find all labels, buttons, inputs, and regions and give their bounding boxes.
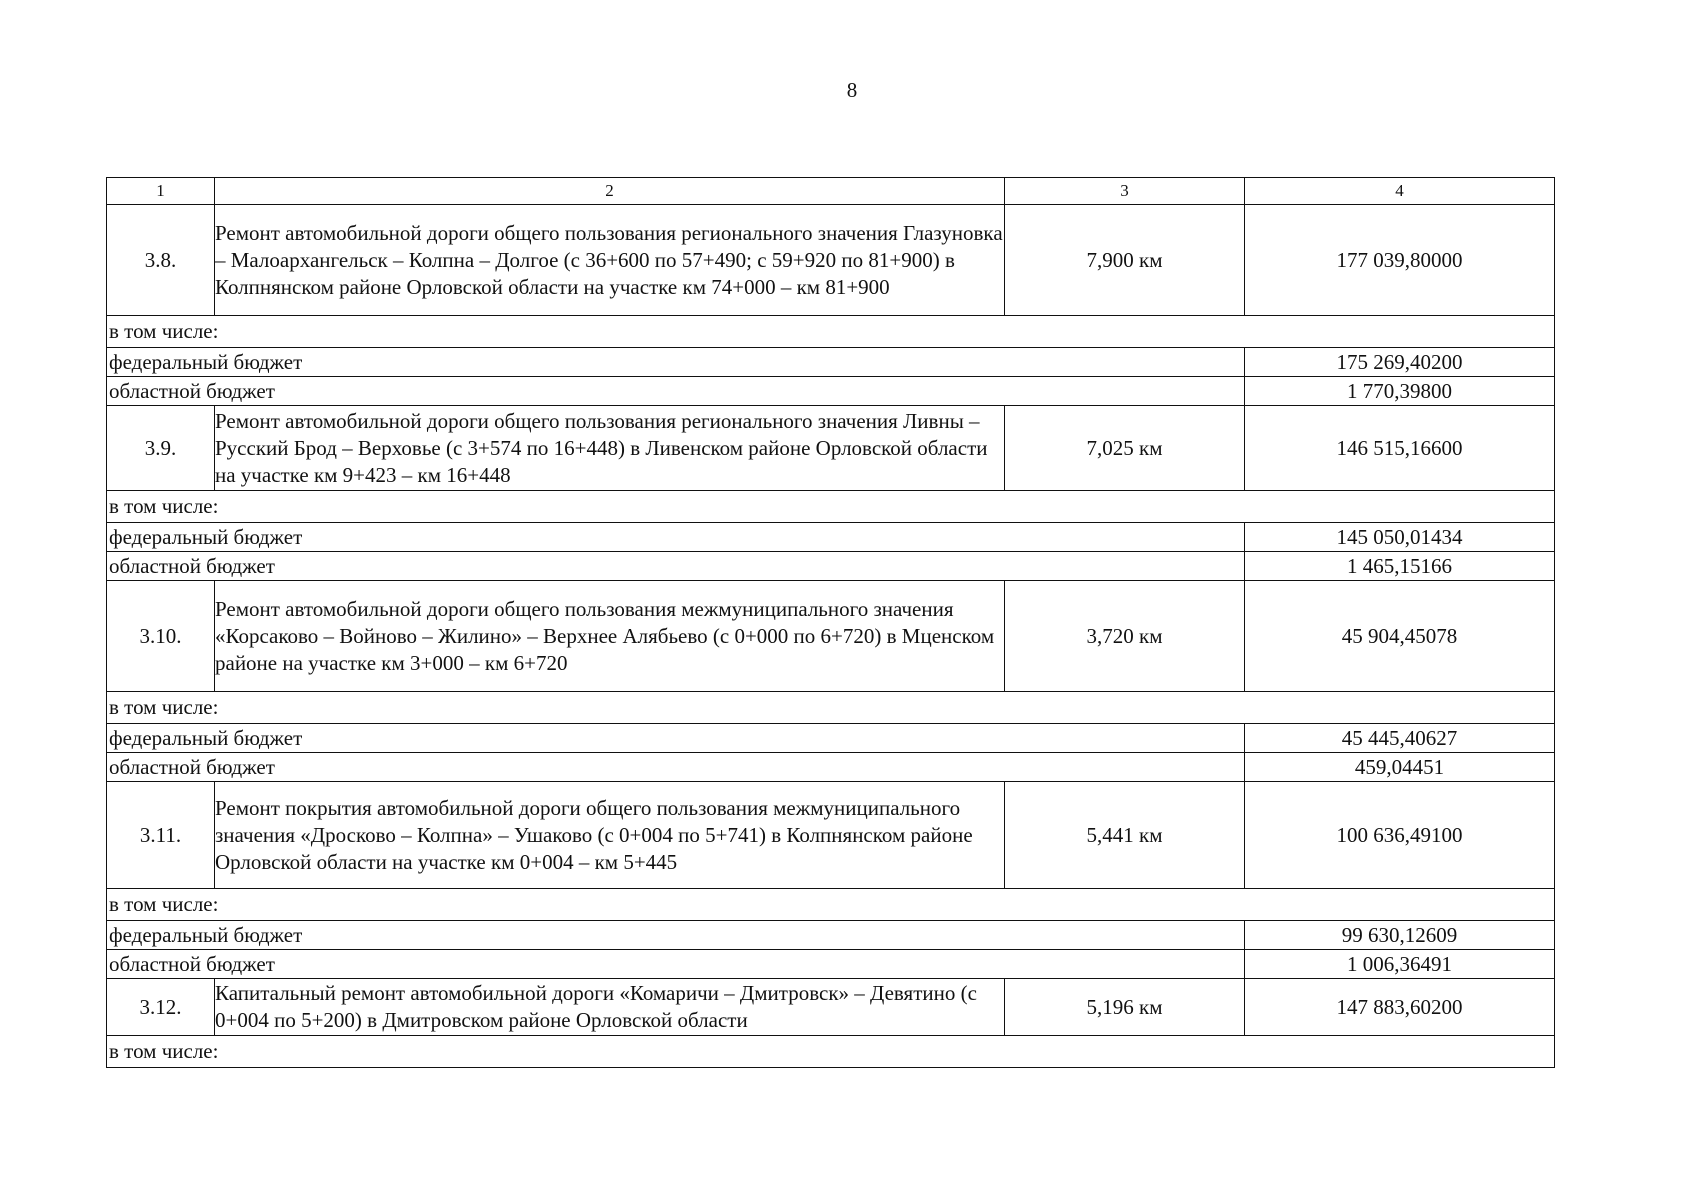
table-header-row (107, 178, 1555, 205)
funding-source-amount: 1 770,39800 (1245, 377, 1555, 406)
item-length: 5,196 км (1005, 979, 1245, 1036)
funding-source-label: областной бюджет (107, 552, 1245, 581)
table-row (107, 979, 1555, 1036)
funding-source-label: федеральный бюджет (107, 921, 1245, 950)
page-number: 8 (846, 78, 858, 102)
item-number: 3.10. (107, 581, 215, 692)
item-length: 7,900 км (1005, 205, 1245, 316)
funding-row (107, 921, 1555, 950)
subheading-label: в том числе: (107, 889, 1555, 921)
subheading-row (107, 889, 1555, 921)
funding-row (107, 377, 1555, 406)
column-number-4: 4 (1245, 178, 1555, 205)
funding-row (107, 348, 1555, 377)
funding-source-label: федеральный бюджет (107, 348, 1245, 377)
item-length: 7,025 км (1005, 406, 1245, 491)
funding-source-label: федеральный бюджет (107, 523, 1245, 552)
item-amount: 177 039,80000 (1245, 205, 1555, 316)
funding-row (107, 753, 1555, 782)
subheading-label: в том числе: (107, 692, 1555, 724)
item-description: Ремонт автомобильной дороги общего пользования регионального значения Ливны – Русский Брод – Верховье (с 3+574 по 16+448) в Ливенском районе Орловской области на участке км 9+423 – км 16+448 (215, 406, 1005, 491)
table-row (107, 581, 1555, 692)
subheading-row (107, 491, 1555, 523)
funding-source-amount: 99 630,12609 (1245, 921, 1555, 950)
funding-row (107, 724, 1555, 753)
column-number-3: 3 (1005, 178, 1245, 205)
item-description: Ремонт покрытия автомобильной дороги общего пользования межмуниципального значения «Дросково – Колпна» – Ушаково (с 0+004 по 5+741) в Колпнянском районе Орловской области на участке км 0+004 – км 5+445 (215, 782, 1005, 889)
item-length: 5,441 км (1005, 782, 1245, 889)
item-number: 3.8. (107, 205, 215, 316)
funding-source-label: областной бюджет (107, 377, 1245, 406)
item-description: Капитальный ремонт автомобильной дороги «Комаричи – Дмитровск» – Девятино (с 0+004 по 5+200) в Дмитровском районе Орловской области (215, 979, 1005, 1036)
item-amount: 100 636,49100 (1245, 782, 1555, 889)
funding-source-amount: 459,04451 (1245, 753, 1555, 782)
table-row (107, 782, 1555, 889)
funding-source-amount: 45 445,40627 (1245, 724, 1555, 753)
item-description: Ремонт автомобильной дороги общего пользования регионального значения Глазуновка – Малоархангельск – Колпна – Долгое (с 36+600 по 57+490; с 59+920 по 81+900) в Колпнянском районе Орловской области на участке км 74+000 – км 81+900 (215, 205, 1005, 316)
funding-source-label: областной бюджет (107, 950, 1245, 979)
item-amount: 146 515,16600 (1245, 406, 1555, 491)
funding-row (107, 552, 1555, 581)
subheading-label: в том числе: (107, 491, 1555, 523)
subheading-row (107, 692, 1555, 724)
subheading-row (107, 1036, 1555, 1068)
subheading-row (107, 316, 1555, 348)
item-amount: 147 883,60200 (1245, 979, 1555, 1036)
funding-source-amount: 1 006,36491 (1245, 950, 1555, 979)
funding-source-amount: 1 465,15166 (1245, 552, 1555, 581)
item-amount: 45 904,45078 (1245, 581, 1555, 692)
funding-row (107, 950, 1555, 979)
item-length: 3,720 км (1005, 581, 1245, 692)
funding-source-label: федеральный бюджет (107, 724, 1245, 753)
item-number: 3.9. (107, 406, 215, 491)
table-row (107, 205, 1555, 316)
funding-source-amount: 175 269,40200 (1245, 348, 1555, 377)
column-number-1: 1 (107, 178, 215, 205)
budget-table (106, 177, 1555, 1068)
item-description: Ремонт автомобильной дороги общего пользования межмуниципального значения «Корсаково – Войново – Жилино» – Верхнее Алябьево (с 0+000 по 6+720) в Мценском районе на участке км 3+000 – км 6+720 (215, 581, 1005, 692)
table-row (107, 406, 1555, 491)
subheading-label: в том числе: (107, 316, 1555, 348)
column-number-2: 2 (215, 178, 1005, 205)
item-number: 3.12. (107, 979, 215, 1036)
item-number: 3.11. (107, 782, 215, 889)
funding-source-amount: 145 050,01434 (1245, 523, 1555, 552)
funding-source-label: областной бюджет (107, 753, 1245, 782)
subheading-label: в том числе: (107, 1036, 1555, 1068)
funding-row (107, 523, 1555, 552)
